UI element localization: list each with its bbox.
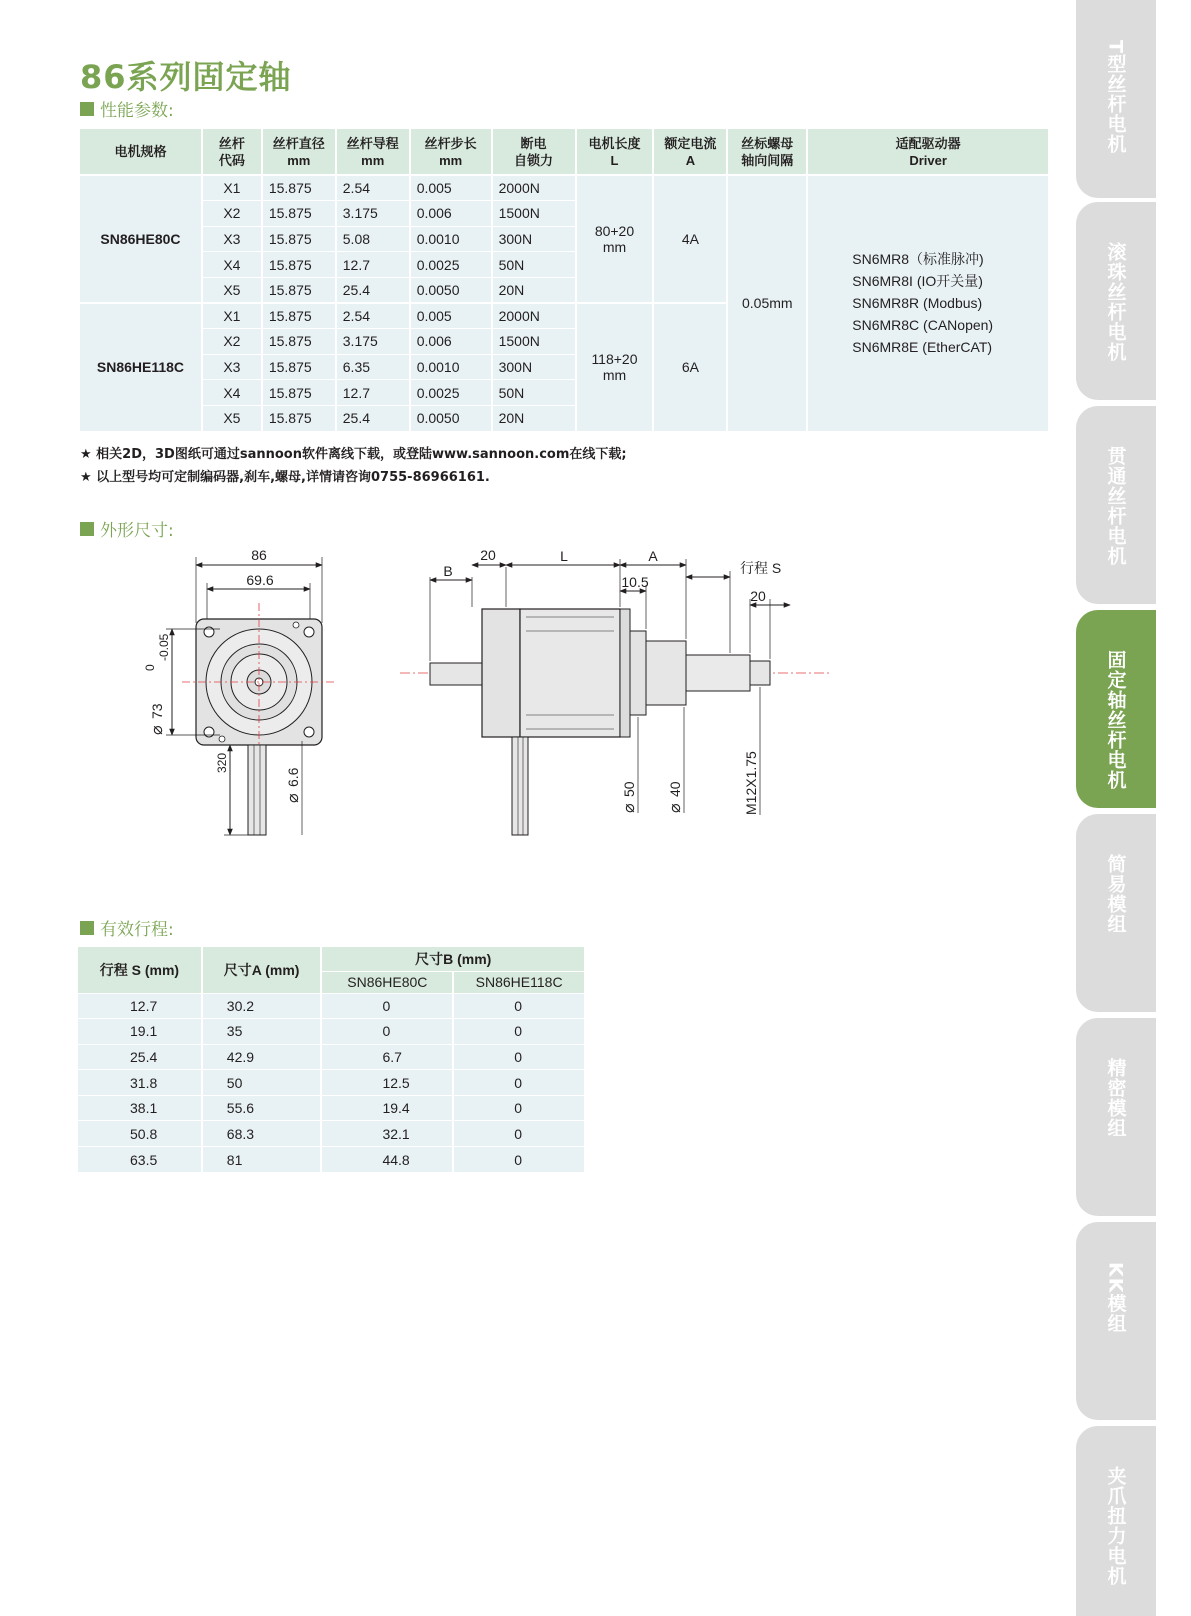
lead-cell: 25.4 — [336, 405, 410, 431]
size-b2-cell: 0 — [453, 1070, 585, 1096]
model-cell: SN86HE80C — [80, 175, 202, 303]
table-row — [80, 175, 1049, 201]
section-stroke-label: 有效行程: — [100, 920, 174, 940]
performance-table — [80, 129, 1050, 431]
stroke-cell: 12.7 — [78, 993, 202, 1019]
dim-10-5-label: 10.5 — [621, 574, 649, 590]
dim-l-label: L — [560, 548, 568, 564]
header-size-b: 尺寸B (mm) — [321, 947, 585, 971]
stroke-cell: 63.5 — [78, 1147, 202, 1173]
size-a-cell: 68.3 — [202, 1121, 322, 1147]
step-cell: 0.006 — [410, 329, 492, 355]
section-dimensions — [80, 516, 174, 541]
rear-shaft — [430, 663, 482, 685]
size-b2-cell: 0 — [453, 1147, 585, 1173]
cable-length-group — [215, 753, 229, 773]
table-row — [78, 1019, 585, 1045]
lead-cell: 3.175 — [336, 201, 410, 227]
stroke-cell: 25.4 — [78, 1044, 202, 1070]
force-cell: 20N — [492, 277, 576, 303]
tab-ball-screw[interactable] — [1076, 202, 1156, 400]
tab-label: 夹爪扭力电机 — [1104, 1466, 1127, 1586]
size-b1-cell: 44.8 — [321, 1147, 453, 1173]
size-b1-cell: 12.5 — [321, 1070, 453, 1096]
lead-cell: 5.08 — [336, 226, 410, 252]
diameter-icon: ⌀ — [621, 803, 638, 813]
tab-label: 简易模组 — [1104, 854, 1127, 934]
dim-b-label: B — [443, 563, 453, 579]
lead-cell: 12.7 — [336, 380, 410, 406]
length-cell: 118+20 mm — [576, 303, 654, 431]
pilot-diameter-label: 73 — [149, 703, 165, 719]
side-tab-nav — [1076, 0, 1191, 1616]
cable — [248, 745, 266, 835]
performance-header-row — [80, 129, 1049, 175]
header-length: 电机长度 L — [576, 129, 654, 175]
section-stroke — [80, 915, 174, 940]
driver-item: SN6MR8（标准脉冲) — [852, 251, 984, 268]
step-cell: 0.0025 — [410, 380, 492, 406]
header-current: 额定电流 A — [653, 129, 727, 175]
dia-50-group — [621, 781, 638, 813]
tab-gripper-torque[interactable] — [1076, 1426, 1156, 1616]
header-step: 丝杆步长 mm — [410, 129, 492, 175]
step-cell: 0.0025 — [410, 252, 492, 278]
section-marker — [80, 102, 94, 116]
diameter-cell: 15.875 — [262, 252, 336, 278]
tab-label: T型丝杆电机 — [1104, 40, 1127, 154]
header-force: 断电 自锁力 — [492, 129, 576, 175]
rear-cap — [482, 609, 520, 737]
tolerance-lower-label: -0.05 — [157, 633, 171, 661]
header-gap: 丝标螺母 轴向间隔 — [727, 129, 807, 175]
code-cell: X1 — [202, 175, 262, 201]
flange-boss — [630, 631, 646, 715]
size-b1-cell: 19.4 — [321, 1095, 453, 1121]
gap-cell: 0.05mm — [727, 175, 807, 431]
code-cell: X4 — [202, 252, 262, 278]
driver-item: SN6MR8E (EtherCAT) — [852, 339, 993, 356]
stroke-header-row — [78, 947, 585, 971]
stroke-cell: 38.1 — [78, 1095, 202, 1121]
dim-stroke-label: 行程 S — [740, 560, 782, 576]
tab-label: 贯通丝杆电机 — [1104, 446, 1127, 566]
size-b1-cell: 0 — [321, 1019, 453, 1045]
force-cell: 300N — [492, 226, 576, 252]
pilot-diameter-group — [149, 703, 166, 735]
note-download: ★ 相关2D，3D图纸可通过sannoon软件离线下载，或登陆www.sannoon.com在线下载; — [80, 447, 627, 462]
tab-t-type-screw[interactable] — [1076, 0, 1156, 198]
diameter-cell: 15.875 — [262, 226, 336, 252]
code-cell: X3 — [202, 226, 262, 252]
diameter-icon: ⌀ — [667, 803, 684, 813]
tab-fixed-shaft-screw[interactable] — [1076, 610, 1156, 808]
bearing-housing — [646, 641, 686, 705]
diameter-cell: 15.875 — [262, 303, 336, 329]
diameter-cell: 15.875 — [262, 380, 336, 406]
size-b1-cell: 6.7 — [321, 1044, 453, 1070]
step-cell: 0.005 — [410, 303, 492, 329]
header-model2: SN86HE118C — [453, 971, 585, 993]
header-size-a: 尺寸A (mm) — [202, 947, 322, 993]
tolerance-group — [143, 633, 171, 671]
section-performance-label: 性能参数: — [100, 101, 174, 121]
page-title: 86系列固定轴 — [80, 58, 292, 96]
table-row — [78, 1095, 585, 1121]
header-driver: 适配驱动器 Driver — [807, 129, 1049, 175]
size-b2-cell: 0 — [453, 1044, 585, 1070]
lead-cell: 2.54 — [336, 303, 410, 329]
motor-body — [520, 609, 620, 737]
dim-a-label: A — [648, 548, 658, 564]
header-code: 丝杆 代码 — [202, 129, 262, 175]
header-diameter: 丝杆直径 mm — [262, 129, 336, 175]
current-cell: 4A — [653, 175, 727, 303]
force-cell: 20N — [492, 405, 576, 431]
stroke-table — [78, 947, 586, 1172]
table-row — [78, 1070, 585, 1096]
size-b1-cell: 0 — [321, 993, 453, 1019]
force-cell: 50N — [492, 380, 576, 406]
stroke-cell: 31.8 — [78, 1070, 202, 1096]
driver-item: SN6MR8C (CANopen) — [852, 317, 994, 334]
stroke-cell: 50.8 — [78, 1121, 202, 1147]
diameter-cell: 15.875 — [262, 354, 336, 380]
dia-40-label: 40 — [667, 781, 683, 797]
size-b1-cell: 32.1 — [321, 1121, 453, 1147]
force-cell: 50N — [492, 252, 576, 278]
dia-40-group — [667, 781, 684, 813]
cable-dia-group — [285, 767, 302, 803]
side-cable — [512, 737, 528, 835]
step-cell: 0.0050 — [410, 277, 492, 303]
dia-50-label: 50 — [621, 781, 637, 797]
code-cell: X4 — [202, 380, 262, 406]
driver-item: SN6MR8R (Modbus) — [852, 295, 983, 312]
size-b2-cell: 0 — [453, 1019, 585, 1045]
header-model1: SN86HE80C — [321, 971, 453, 993]
code-cell: X2 — [202, 201, 262, 227]
tolerance-upper-label: 0 — [143, 664, 157, 671]
size-b2-cell: 0 — [453, 993, 585, 1019]
thread-group — [743, 751, 759, 815]
code-cell: X2 — [202, 329, 262, 355]
code-cell: X3 — [202, 354, 262, 380]
size-a-cell: 30.2 — [202, 993, 322, 1019]
diameter-icon: ⌀ — [285, 793, 302, 803]
tab-label: 固定轴丝杆电机 — [1104, 650, 1127, 790]
front-width-inner-label: 69.6 — [246, 572, 274, 588]
step-cell: 0.005 — [410, 175, 492, 201]
size-a-cell: 55.6 — [202, 1095, 322, 1121]
step-cell: 0.0010 — [410, 226, 492, 252]
note-custom: ★ 以上型号均可定制编码器,刹车,螺母,详情请咨询0755-86966161. — [80, 470, 490, 485]
tab-kk-module[interactable] — [1076, 1222, 1156, 1420]
lead-cell: 25.4 — [336, 277, 410, 303]
tab-simple-module[interactable] — [1076, 814, 1156, 1012]
header-lead: 丝杆导程 mm — [336, 129, 410, 175]
cable-dia-label: 6.6 — [285, 767, 301, 787]
driver-item: SN6MR8I (IO开关量) — [852, 273, 983, 290]
step-cell: 0.0050 — [410, 405, 492, 431]
current-cell: 6A — [653, 303, 727, 431]
size-a-cell: 81 — [202, 1147, 322, 1173]
tab-label: KK模组 — [1104, 1262, 1127, 1334]
table-row — [78, 1121, 585, 1147]
tab-label: 精密模组 — [1104, 1058, 1127, 1138]
diameter-cell: 15.875 — [262, 201, 336, 227]
driver-cell — [807, 175, 1049, 431]
lead-cell: 3.175 — [336, 329, 410, 355]
tab-precision-module[interactable] — [1076, 1018, 1156, 1216]
lead-cell: 2.54 — [336, 175, 410, 201]
section-marker — [80, 522, 94, 536]
force-cell: 1500N — [492, 329, 576, 355]
force-cell: 300N — [492, 354, 576, 380]
code-cell: X1 — [202, 303, 262, 329]
section-marker — [80, 921, 94, 935]
force-cell: 1500N — [492, 201, 576, 227]
size-a-cell: 35 — [202, 1019, 322, 1045]
size-a-cell: 42.9 — [202, 1044, 322, 1070]
model-cell: SN86HE118C — [80, 303, 202, 431]
thread-end — [750, 661, 770, 685]
size-b2-cell: 0 — [453, 1095, 585, 1121]
force-cell: 2000N — [492, 175, 576, 201]
section-dimensions-label: 外形尺寸: — [100, 521, 174, 541]
side-view — [400, 547, 830, 835]
diameter-icon: ⌀ — [149, 725, 166, 735]
dimension-drawing — [130, 545, 870, 855]
size-b2-cell: 0 — [453, 1121, 585, 1147]
diameter-cell: 15.875 — [262, 277, 336, 303]
size-a-cell: 50 — [202, 1070, 322, 1096]
diameter-cell: 15.875 — [262, 175, 336, 201]
cable-length-label: 320 — [215, 752, 229, 773]
lead-cell: 12.7 — [336, 252, 410, 278]
lead-cell: 6.35 — [336, 354, 410, 380]
thread-label: M12X1.75 — [743, 751, 759, 815]
dim-20a-label: 20 — [480, 547, 496, 563]
front-width-outer-label: 86 — [251, 547, 267, 563]
length-cell: 80+20 mm — [576, 175, 654, 303]
header-model: 电机规格 — [80, 129, 202, 175]
dim-20b-label: 20 — [750, 588, 766, 604]
stroke-cell: 19.1 — [78, 1019, 202, 1045]
step-cell: 0.006 — [410, 201, 492, 227]
front-view — [143, 547, 336, 835]
code-cell: X5 — [202, 405, 262, 431]
section-performance — [80, 96, 174, 121]
table-row — [78, 993, 585, 1019]
diameter-cell: 15.875 — [262, 405, 336, 431]
tab-label: 滚珠丝杆电机 — [1104, 242, 1127, 362]
output-shaft — [686, 655, 750, 691]
diameter-cell: 15.875 — [262, 329, 336, 355]
step-cell: 0.0010 — [410, 354, 492, 380]
header-stroke: 行程 S (mm) — [78, 947, 202, 993]
tab-through-screw[interactable] — [1076, 406, 1156, 604]
code-cell: X5 — [202, 277, 262, 303]
table-row — [78, 1147, 585, 1173]
force-cell: 2000N — [492, 303, 576, 329]
table-row — [78, 1044, 585, 1070]
